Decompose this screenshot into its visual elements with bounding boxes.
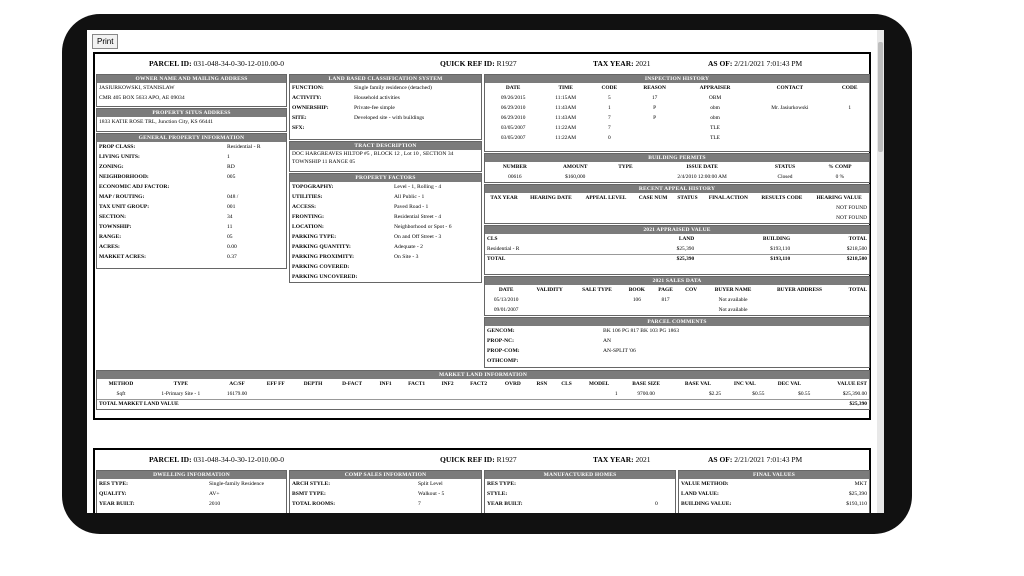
comments-panel	[484, 317, 870, 368]
sales-table: DATE VALIDITY SALE TYPE BOOK PAGE COV BUYER NAME BUYER ADDRESS TOTAL 05/13/2010 106 817 Not available 09/01/2007 Not available	[485, 285, 869, 315]
parcel-id: 031-048-34-0-30-12-010.00-0	[193, 59, 285, 68]
market-land-panel	[96, 370, 870, 410]
general-row: TAX UNIT GROUP: 001	[99, 204, 236, 210]
land-class-row: OWNERSHIP: Private-fee simple	[292, 105, 395, 111]
land-class-panel	[289, 74, 482, 140]
general-row: MARKET ACRES: 0.37	[99, 254, 237, 260]
permits-table: NUMBER AMOUNT TYPE ISSUE DATE STATUS % COMP 00616 $160,000 2/4/2010 12:00:00 AM Closed 0 %	[485, 162, 869, 182]
land-class-title: LAND BASED CLASSIFICATION SYSTEM	[290, 75, 481, 83]
factor-row: UTILITIES: All Public - 1	[292, 194, 425, 200]
appraised-panel	[484, 225, 870, 275]
sales-title: 2021 SALES DATA	[485, 277, 869, 285]
land-class-row: SFX:	[292, 125, 305, 131]
tract-line-1: DOC HARGREAVES HILTOP #5 , BLOCK 12 , Lot 10 , SECTION 34	[292, 151, 454, 157]
table-row: Sqft 1-Primary Site - 1 16179.00 1 9700.00 $2.25 $0.55 $0.55 $25,390.00	[116, 390, 867, 397]
manufactured-panel	[484, 470, 676, 513]
owner-panel	[96, 74, 287, 107]
quick-ref-label: QUICK REF ID:	[440, 59, 495, 68]
dwelling-row: QUALITY: AV+	[99, 491, 220, 497]
manufactured-row: YEAR BUILT: 0	[487, 501, 658, 507]
parcel-id-label: PARCEL ID:	[149, 59, 192, 68]
general-row: PROP CLASS: Residential - R	[99, 144, 261, 150]
print-button[interactable]: Print	[92, 34, 118, 49]
inspection-title: INSPECTION HISTORY	[485, 75, 869, 83]
tract-panel	[289, 141, 482, 172]
market-land-title: MARKET LAND INFORMATION	[97, 371, 869, 379]
general-row: SECTION: 34	[99, 214, 233, 220]
general-row: ZONING: RD	[99, 164, 235, 170]
comment-row: GENCOM: BK 106 PG 817 BK 103 PG 1863	[487, 328, 679, 334]
table-row: 06/29/2010 11:43AM 7 P obm	[500, 115, 720, 121]
table-row: 05/13/2010 106 817 Not available	[493, 297, 748, 303]
final-values-row: VALUE METHOD: MKT	[681, 481, 867, 487]
appraised-title: 2021 APPRAISED VALUE	[485, 226, 869, 234]
tract-line-2: TOWNSHIP 11 RANGE 05	[292, 159, 356, 165]
comments-title: PARCEL COMMENTS	[485, 318, 869, 326]
final-values-panel	[678, 470, 870, 513]
sales-panel	[484, 276, 870, 316]
general-row: NEIGHBORHOOD: 005	[99, 174, 236, 180]
tax-year: 2021	[635, 59, 651, 68]
comp-sales-row: BSMT TYPE: Walkout - 5	[292, 491, 445, 497]
table-row: 09/26/2015 11:15AM 5 17 OBM	[500, 95, 722, 101]
final-values-row: LAND VALUE: $25,390	[681, 491, 867, 497]
dwelling-panel	[96, 470, 287, 513]
factors-panel	[289, 173, 482, 283]
general-row: ACRES: 0.00	[99, 244, 237, 250]
appeal-title: RECENT APPEAL HISTORY	[485, 185, 869, 193]
general-panel	[96, 133, 287, 269]
table-row: 03/05/2007 11:22AM 7 TLE	[500, 125, 720, 131]
factor-row: FRONTING: Residential Street - 4	[292, 214, 442, 220]
comment-row: OTHCOMP:	[487, 358, 519, 364]
parcel-header-2: PARCEL ID: 031-048-34-0-30-12-010.00-0 QUICK REF ID: R1927 TAX YEAR: 2021 AS OF: 2/21/2021 7:01:43 PM	[149, 455, 803, 464]
dwelling-row: RES TYPE: Single-family Residence	[99, 481, 265, 487]
manufactured-row: RES TYPE:	[487, 481, 516, 487]
appraised-total-row: TOTAL $25,390 $193,110 $218,500	[485, 254, 869, 264]
as-of: 2/21/2021 7:01:43 PM	[734, 59, 803, 68]
comp-sales-title: COMP SALES INFORMATION	[290, 471, 481, 479]
comp-sales-row: TOTAL ROOMS: 7	[292, 501, 421, 507]
market-land-total-row: TOTAL MARKET LAND VALUE $25,390	[97, 399, 869, 409]
factor-row: PARKING QUANTITY: Adequate - 2	[292, 244, 423, 250]
situs-panel	[96, 108, 287, 132]
comp-sales-row: ARCH STYLE: Split Level	[292, 481, 443, 487]
factor-row: LOCATION: Neighborhood or Spot - 6	[292, 224, 452, 230]
general-rows	[97, 142, 286, 262]
owner-title: OWNER NAME AND MAILING ADDRESS	[97, 75, 286, 83]
not-found-1: NOT FOUND	[836, 205, 867, 211]
table-row: 09/01/2007 Not available	[493, 307, 748, 313]
factors-title: PROPERTY FACTORS	[290, 174, 481, 182]
factor-row: TOPOGRAPHY: Level - 1, Rolling - 4	[292, 184, 442, 190]
as-of-label: AS OF:	[708, 59, 733, 68]
table-row: 00616 $160,000 2/4/2010 12:00:00 AM Closed 0 %	[508, 174, 845, 180]
land-class-row: FUNCTION: Single family residence (detached)	[292, 85, 432, 91]
dwelling-title: DWELLING INFORMATION	[97, 471, 286, 479]
tax-year-label: TAX YEAR:	[593, 59, 634, 68]
situs-address: 1833 KATIE ROSE TRL, Junction City, KS 66441	[99, 119, 214, 125]
situs-title: PROPERTY SITUS ADDRESS	[97, 109, 286, 117]
general-row: MAP / ROUTING: 048 /	[99, 194, 239, 200]
general-row: LIVING UNITS: 1	[99, 154, 230, 160]
factor-row: PARKING TYPE: On and Off Street - 3	[292, 234, 442, 240]
comment-row: PROP-COM: AN-SPLIT '06	[487, 348, 636, 354]
browser-viewport	[87, 30, 884, 513]
land-class-row: ACTIVITY: Household activities	[292, 95, 400, 101]
permits-title: BUILDING PERMITS	[485, 154, 869, 162]
scrollbar[interactable]	[877, 30, 884, 513]
table-row: 06/29/2010 11:43AM 1 P obm Mr. Jasiurkowski 1	[500, 105, 852, 111]
inspection-table: DATE TIME CODE REASON APPRAISER CONTACT CODE 09/26/2015 11:15AM 5 17 OBM 06/29/2010 11:43AM 1 P obm Mr. Jasiurkowski 1 06/29/2010 11:43AM 7 P obm 03/05/2007 11:22AM 7 TLE 03/05/2007 11:22AM 0 TLE	[485, 83, 869, 143]
table-row: 03/05/2007 11:22AM 0 TLE	[500, 135, 720, 141]
general-row: RANGE: 05	[99, 234, 233, 240]
inspection-panel	[484, 74, 870, 152]
final-values-title: FINAL VALUES	[679, 471, 869, 479]
factor-row: PARKING COVERED:	[292, 264, 350, 270]
owner-address: CMR 405 BOX 5633 APO, AE 09034	[99, 95, 185, 101]
general-title: GENERAL PROPERTY INFORMATION	[97, 134, 286, 142]
manufactured-row: STYLE:	[487, 491, 508, 497]
factor-row: PARKING PROXIMITY: On Site - 3	[292, 254, 419, 260]
parcel-report-2	[93, 448, 871, 513]
general-row: ECONOMIC ADJ FACTOR:	[99, 184, 170, 190]
factor-row: ACCESS: Paved Road - 1	[292, 204, 429, 210]
comp-sales-panel	[289, 470, 482, 513]
parcel-header	[95, 54, 869, 72]
dwelling-row: YEAR BUILT: 2010	[99, 501, 221, 507]
factor-row: PARKING UNCOVERED:	[292, 274, 358, 280]
appeal-panel	[484, 184, 870, 224]
comment-row: PROP-NC: AN	[487, 338, 612, 344]
appeal-table: TAX YEAR HEARING DATE APPEAL LEVEL CASE NUM STATUS FINAL ACTION RESULTS CODE HEARING VALUE NOT FOUND NOT FOUND	[490, 195, 867, 221]
permits-panel	[484, 153, 870, 183]
table-row: Residential - R $25,390 $193,110 $218,500	[487, 245, 867, 252]
owner-name: JASIURKOWSKI, STANISLAW	[99, 85, 175, 91]
market-land-table: METHOD TYPE AC/SF EFF FF DEPTH D-FACT INF1 FACT1 INF2 FACT2 OVRD RSN CLS MODEL BASE SIZE BASE VAL INC VAL DEC VAL VALUE EST Sqft 1-Primary Site - 1 16179.00 1 9700.00 $2.25 $0.55 $0.55 $25,390.00 TOTAL MARKET LAND VALUE $25,390	[99, 381, 867, 408]
appraised-table: CLS LAND BUILDING TOTAL Residential - R $25,390 $193,110 $218,500 TOTAL $25,390 $193,110 $218,500	[487, 236, 867, 263]
land-class-row: SITE: Developed site - with buildings	[292, 115, 425, 121]
general-row: TOWNSHIP: 11	[99, 224, 233, 230]
manufactured-title: MANUFACTURED HOMES	[485, 471, 675, 479]
quick-ref: R1927	[496, 59, 517, 68]
scrollbar-thumb[interactable]	[878, 42, 883, 152]
not-found-2: NOT FOUND	[836, 215, 867, 221]
parcel-report	[93, 52, 871, 420]
tract-title: TRACT DESCRIPTION	[290, 142, 481, 150]
final-values-row: BUILDING VALUE: $193,110	[681, 501, 867, 507]
